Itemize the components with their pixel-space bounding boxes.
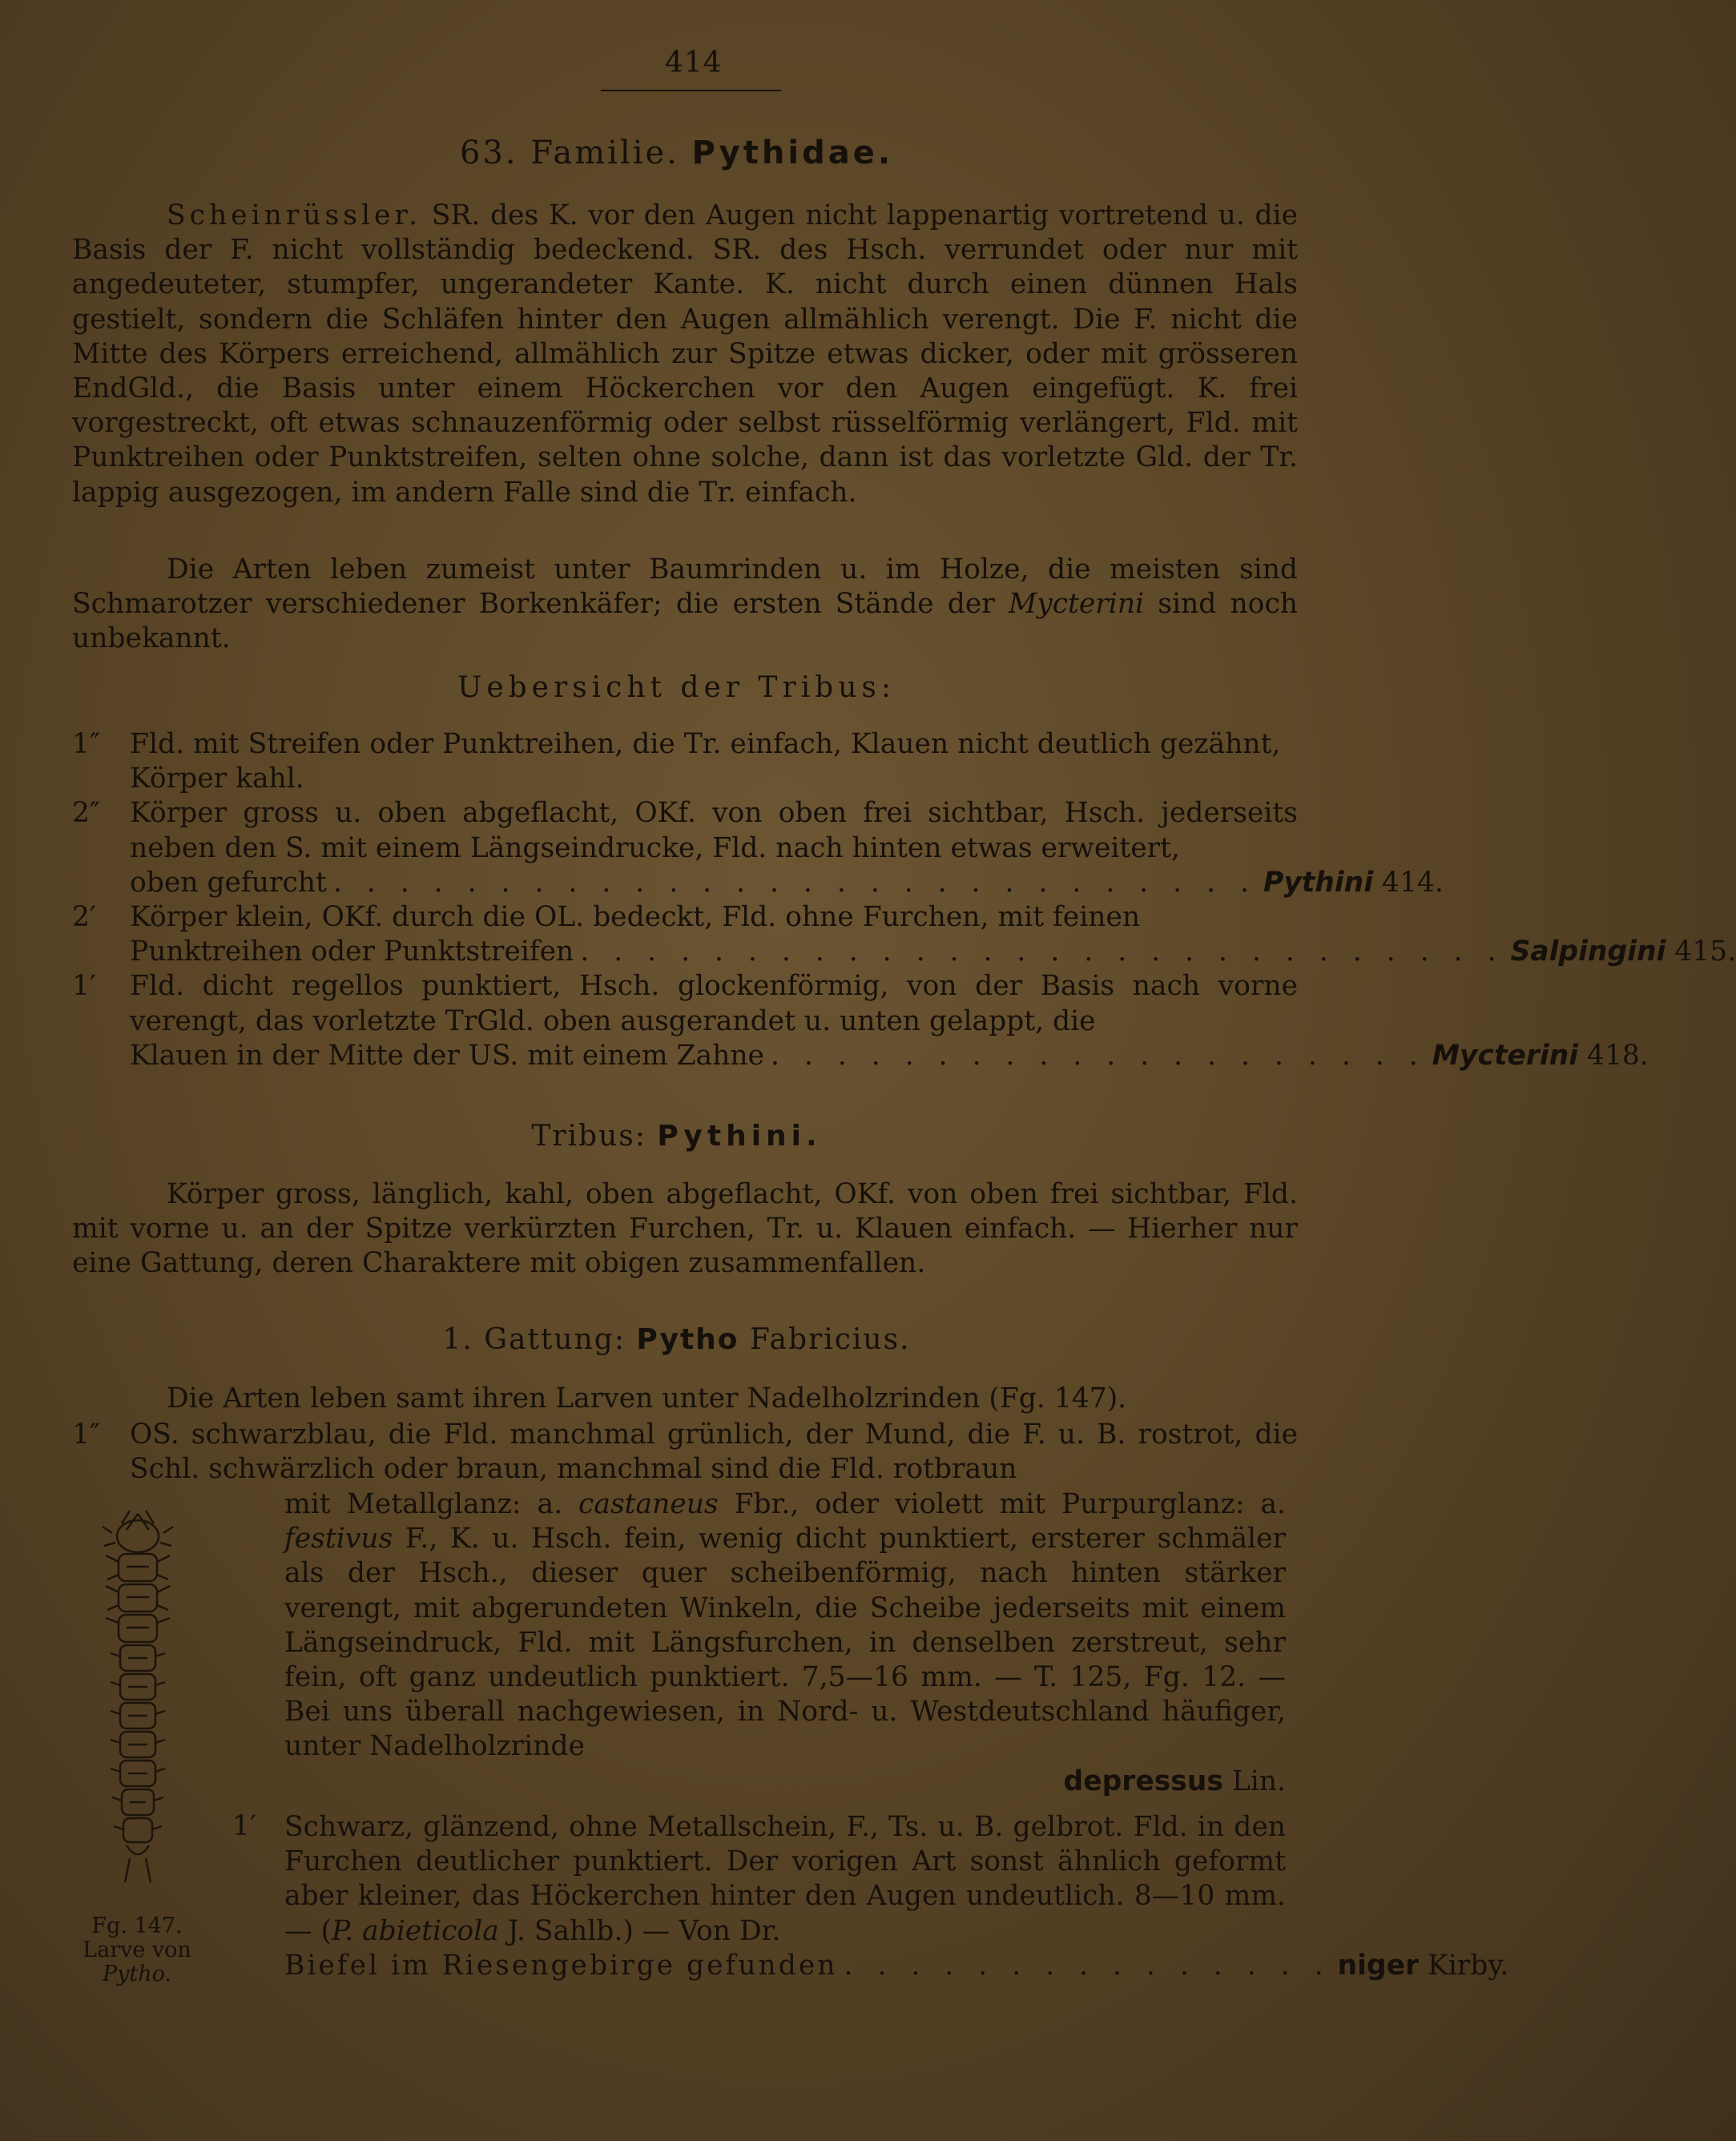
key-page: 415. bbox=[1674, 936, 1736, 968]
key-page: 418. bbox=[1587, 1039, 1649, 1072]
figure-taxon: Pytho. bbox=[102, 1962, 172, 1986]
biology-genus: Mycterini bbox=[1008, 588, 1145, 621]
overview-title: Uebersicht der Tribus: bbox=[457, 671, 896, 704]
page-number-rule bbox=[601, 90, 781, 91]
species-name-depressus: depressus bbox=[1063, 1765, 1223, 1797]
key-lead-text: oben gefurcht bbox=[130, 866, 327, 899]
aberration-castaneus: castaneus bbox=[578, 1488, 719, 1520]
key-lead-line bbox=[130, 866, 1444, 900]
species-2-lead-line: Biefel im Riesengebirge gefunden . . . . . . . . . . . . . . . niger Kirby. bbox=[284, 1949, 1286, 1983]
genus-description: Die Arten leben samt ihren Larven unter Nadelholzrinden (Fg. 147). bbox=[167, 1382, 1127, 1415]
key-page: 414. bbox=[1382, 866, 1444, 899]
key-text: Fld. dicht regellos punktiert, Hsch. glockenförmig, von der Basis nach vorne verengt, das vorletzte TrGld. oben ausgerandet u. unten gelappt, die bbox=[130, 970, 1298, 1037]
key-taxon: Mycterini bbox=[1432, 1039, 1579, 1072]
key-mark: 2′ bbox=[72, 901, 96, 934]
key-mark: 2″ bbox=[72, 797, 100, 830]
family-prefix: 63. Familie. bbox=[459, 135, 679, 171]
key-lead-text: Punktreihen oder Punktstreifen bbox=[130, 936, 574, 968]
species-1-line1: OS. schwarzblau, die Fld. manchmal grünlich, der Mund, die F. u. B. rostrot, die Schl. schwärzlich oder braun, manchmal sind die Fld. rotbraun bbox=[130, 1419, 1298, 1486]
biology-paragraph bbox=[72, 553, 1298, 657]
key-mark: 1″ bbox=[72, 728, 100, 760]
genus-author: Fabricius. bbox=[749, 1323, 911, 1356]
key-entry bbox=[72, 969, 1649, 1073]
biology-text: Die Arten leben zumeist unter Baumrinden u. im Holze, die meisten sind Schmarotzer verschiedener Borkenkäfer; die ersten Stände der bbox=[72, 553, 1298, 621]
intro-text: SR. des K. vor den Augen nicht lappenartig vortretend u. die Basis der F. nicht vollständig bedeckend. SR. des Hsch. verrundet oder nur mit angedeuteter, stumpfer, ungerandeter Kante. K. nicht durch einen dünnen Hals gestielt, sondern die Schläfen hinter den Augen allmählich verengt. Die F. nicht die Mitte des Körpers erreichend, allmählich zur Spitze etwas dicker, oder mit grösseren EndGld., die Basis unter einem Höckerchen vor den Augen eingefügt. K. frei vorgestreckt, oft etwas schnauzenförmig oder selbst rüsselförmig verlängert, Fld. mit Punktreihen oder Punktstreifen, selten ohne solche, dann ist das vorletzte Gld. der Tr. lappig ausgezogen, im andern Falle sind die Tr. einfach. bbox=[72, 199, 1299, 509]
key-text: Körper gross u. oben abgeflacht, OKf. von oben frei sichtbar, Hsch. jederseits neben den S. mit einem Längseindrucke, Fld. nach hinten etwas erweitert, bbox=[130, 797, 1298, 864]
page-number: 414 bbox=[665, 46, 723, 79]
key-lead-line bbox=[130, 935, 1736, 969]
synonym: P. abieticola bbox=[331, 1914, 499, 1947]
family-heading bbox=[0, 135, 1353, 171]
tribus-heading bbox=[0, 1120, 1353, 1153]
genus-name: Pytho bbox=[636, 1323, 739, 1356]
tribus-description: Körper gross, länglich, kahl, oben abgeflacht, OKf. von oben frei sichtbar, Fld. mit vorne u. an der Spitze verkürzten Furchen, Tr. u. Klauen einfach. — Hierher nur eine Gattung, deren Charaktere mit obigen zusammenfallen. bbox=[72, 1178, 1298, 1280]
family-description bbox=[72, 199, 1298, 510]
key-lead-line bbox=[130, 1039, 1649, 1073]
leader-dots: . . . . . . . . . . . . . . . . . . . . bbox=[770, 1039, 1426, 1072]
tribe-key bbox=[72, 727, 1736, 1073]
figure-label: Fg. 147. bbox=[91, 1914, 183, 1938]
genus-heading bbox=[0, 1323, 1353, 1356]
figure-caption bbox=[77, 1914, 197, 1986]
family-name: Pythidae. bbox=[691, 135, 894, 171]
key-taxon: Pythini bbox=[1263, 866, 1374, 899]
aberration-festivus: festivus bbox=[284, 1523, 393, 1555]
key-text: Fld. mit Streifen oder Punktreihen, die Tr. einfach, Klauen nicht deutlich gezähnt, Körper kahl. bbox=[130, 728, 1281, 795]
species-1-first-line bbox=[72, 1418, 1298, 1487]
tribus-prefix: Tribus: bbox=[531, 1120, 646, 1153]
tribus-name: Pythini. bbox=[657, 1120, 822, 1153]
key-entry bbox=[72, 900, 1736, 969]
leader-dots: . . . . . . . . . . . . . . . . . . . . . . . . . . . . bbox=[580, 936, 1504, 968]
key-taxon: Salpingini bbox=[1510, 936, 1666, 968]
common-name: Scheinrüssler. bbox=[167, 199, 422, 231]
species-1-body: mit Metallglanz: a. castaneus Fbr., oder violett mit Purpurglanz: a. festivus F., K. u. Hsch. fein, wenig dicht punktiert, ersterer schmäler als der Hsch., dieser quer scheibenförmig, nach hinten stärker verengt, mit abgerundeten Winkeln, die Scheibe jederseits mit einem Längseindruck, Fld. mit Längsfurchen, in denselben zerstreut, sehr fein, oft ganz undeutlich punktiert. 7,5—16 mm. — T. 125, Fg. 12. — Bei uns überall nachgewiesen, in Nord- u. Westdeutschland häufiger, unter Nadelholzrinde depressus Lin. bbox=[284, 1488, 1286, 1797]
species-mark: 1′ bbox=[232, 1810, 256, 1842]
leader-dots: . . . . . . . . . . . . . . . . . . . . . . . . . . . . bbox=[332, 866, 1258, 899]
leader-dots: . . . . . . . . . . . . . . . bbox=[844, 1949, 1331, 1982]
species-2-body: Schwarz, glänzend, ohne Metallschein, F., Ts. u. B. gelbrot. Fld. in den Furchen deutlicher punktiert. Der vorigen Art sonst ähnlich geformt aber kleiner, das Höckerchen hinter den Augen undeutlich. 8—10 mm. — (P. abieticola J. Sahlb.) — Von Dr. Biefel im Riesengebirge gefunden . . . . . . . . . . . . . . . niger Kirby. bbox=[284, 1810, 1286, 1983]
species-author: Kirby. bbox=[1428, 1949, 1509, 1982]
figure-caption-text: Larve von bbox=[83, 1938, 191, 1962]
larva-illustration bbox=[74, 1506, 202, 1906]
genus-prefix: 1. Gattung: bbox=[442, 1323, 626, 1356]
biology-text-end: sind noch unbekannt. bbox=[72, 588, 1298, 655]
species-name-niger: niger bbox=[1337, 1949, 1420, 1982]
key-mark: 1′ bbox=[72, 970, 96, 1003]
species-mark: 1″ bbox=[72, 1419, 100, 1451]
key-text: Körper klein, OKf. durch die OL. bedeckt, Fld. ohne Furchen, mit feinen bbox=[130, 901, 1141, 934]
species-author: Lin. bbox=[1231, 1765, 1286, 1797]
key-lead-text: Klauen in der Mitte der US. mit einem Zahne bbox=[130, 1039, 764, 1072]
key-entry bbox=[72, 796, 1444, 900]
key-entry bbox=[72, 727, 1298, 796]
